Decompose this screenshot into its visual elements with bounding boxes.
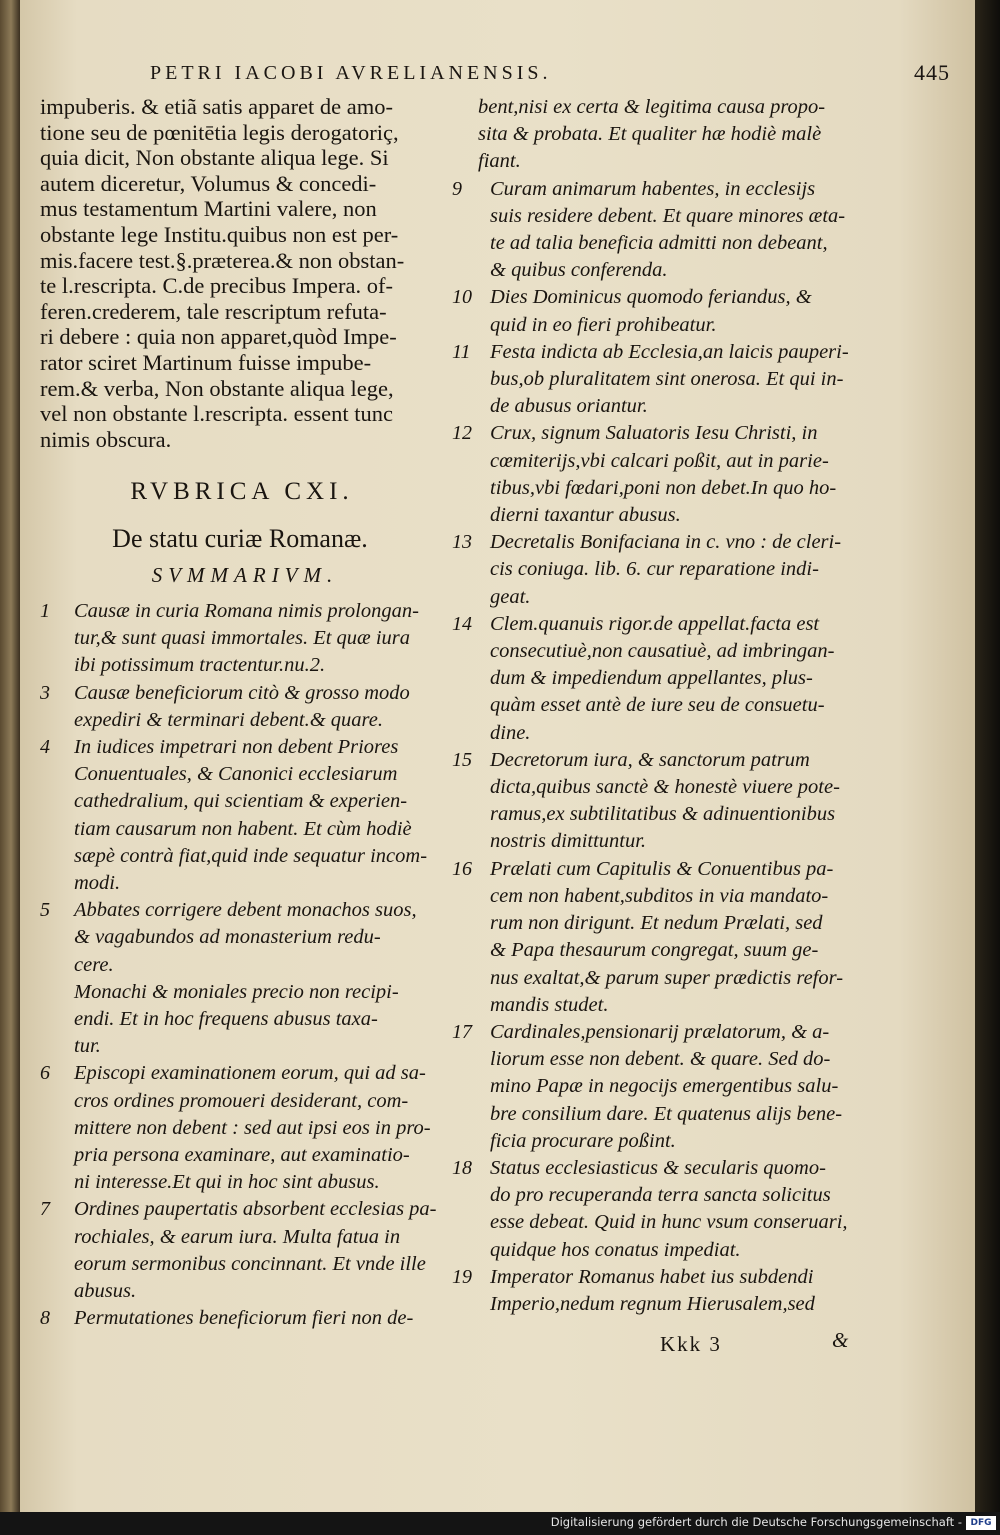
summary-entry: [40, 734, 440, 897]
entry-line: modi.: [74, 872, 121, 895]
signature-mark-area: [660, 1328, 860, 1362]
footer-credit: Digitalisierung gefördert durch die Deutsche Forschungsgemeinschaft -: [550, 1515, 962, 1529]
entry-line: mino Papæ in negocijs emergentibus salu-: [490, 1075, 839, 1098]
entry-line: cathedralium, qui scientiam & experien-: [74, 790, 408, 813]
entry-number: 6: [40, 1062, 50, 1085]
entry-line: tibus,vbi fœdari,poni non debet.In quo ho-: [490, 476, 837, 499]
body-line: impuberis. & etiã satis apparet de amo-: [40, 94, 394, 119]
entry-text: [490, 611, 882, 747]
entry-line: & Papa thesaurum congregat, suum ge-: [490, 939, 819, 962]
entry-line: cros ordines promoueri desiderant, com-: [74, 1089, 409, 1112]
catchword: &: [832, 1328, 849, 1352]
entry-line: consecutiuè,non causatiuè, ad imbringan-: [490, 640, 835, 663]
summary-entry: [452, 339, 882, 421]
entry-number: 17: [452, 1020, 472, 1043]
entry-line: Causæ in curia Romana nimis prolongan-: [74, 600, 419, 622]
entry-line: quid in eo fieri prohibeatur.: [490, 313, 717, 336]
entry-text: [74, 1060, 440, 1196]
entry-line: Ordines paupertatis absorbent ecclesias pa-: [74, 1198, 437, 1221]
summary-entry: [452, 1264, 882, 1318]
body-line: quia dicit, Non obstante aliqua lege. Si: [40, 145, 389, 171]
summary-entry: [452, 1019, 882, 1155]
body-line: mus testamentum Martini valere, non: [40, 196, 377, 222]
entry-number: 14: [452, 612, 472, 635]
entry-line: Episcopi examinationem eorum, qui ad sa-: [74, 1062, 426, 1085]
entry-line: mandis studet.: [490, 993, 609, 1016]
entry-line: tur.: [74, 1035, 101, 1058]
entry-text: [74, 680, 440, 734]
entry-line: do pro recuperanda terra sancta solicitus: [490, 1184, 831, 1207]
body-line: vel non obstante l.rescripta. essent tunc: [40, 401, 394, 427]
body-line: rator sciret Martinum fuisse impube-: [40, 349, 372, 375]
summary-entry: [452, 611, 882, 747]
body-line: feren.crederem, tale rescriptum refuta-: [40, 298, 387, 324]
entry-line: abusus.: [74, 1280, 137, 1303]
entry-text: [490, 1019, 882, 1155]
summary-entry: [40, 1196, 440, 1305]
entry-line: Conuentuales, & Canonici ecclesiarum: [74, 763, 398, 786]
entry-number: 7: [40, 1198, 50, 1221]
entry-text: [490, 856, 882, 1019]
entry-number: 9: [452, 177, 462, 200]
entry-line: & vagabundos ad monasterium redu-: [74, 926, 381, 949]
entry-line: nus exaltat,& parum super prædictis refor-: [490, 966, 844, 989]
entry-line: & quibus conferenda.: [490, 259, 668, 282]
body-line: obstante lege Institu.quibus non est per-: [40, 221, 399, 247]
entry-line: dierni taxantur abusus.: [490, 504, 681, 527]
entry-line: geat.: [490, 585, 531, 608]
summary-entry: [40, 897, 440, 1060]
entry-line: quàm esset antè de iure seu de consuetu-: [490, 694, 825, 717]
entry-line: Imperio,nedum regnum Hierusalem,sed: [490, 1292, 815, 1315]
entry-number: 4: [40, 736, 50, 759]
entry-number: 11: [452, 340, 471, 363]
entry-number: 15: [452, 748, 472, 771]
page-number: 445: [914, 60, 950, 85]
continuation-text: [478, 94, 882, 176]
entry-line: Curam animarum habentes, in ecclesijs: [490, 177, 816, 200]
entry-number: 18: [452, 1156, 472, 1179]
summary-list-left: [40, 598, 440, 1332]
entry-line: tur,& sunt quasi immortales. Et quæ iura: [74, 627, 411, 650]
entry-text: [74, 897, 440, 1060]
entry-line: esse debeat. Quid in hunc vsum conseruari,: [490, 1211, 848, 1234]
summary-entry: [452, 284, 882, 338]
entry-line: Causæ beneficiorum citò & grosso modo: [74, 681, 410, 704]
entry-line: Decretorum iura, & sanctorum patrum: [490, 748, 810, 771]
entry-number: 5: [40, 899, 50, 922]
body-line: mis.facere test.§.præterea.& non obstan-: [40, 247, 405, 273]
entry-line: Cardinales,pensionarij prælatorum, & a-: [490, 1020, 830, 1043]
entry-text: [74, 734, 440, 897]
summary-entry: [452, 747, 882, 856]
entry-line: sæpè contrà fiat,quid inde sequatur incom-: [74, 844, 428, 867]
entry-text: [74, 598, 440, 680]
entry-number: 12: [452, 422, 472, 445]
summarium-heading: SVMMARIVM.: [151, 563, 339, 587]
running-title: PETRI IACOBI AVRELIANENSIS.: [150, 62, 552, 84]
entry-line: rum non dirigunt. Et nedum Prælati, sed: [490, 912, 823, 935]
summary-list-right: [452, 94, 882, 1318]
entry-line: Clem.quanuis rigor.de appellat.facta est: [490, 612, 820, 635]
dfg-logo: DFG: [966, 1516, 996, 1530]
entry-text: [490, 284, 882, 338]
footer-bar: [0, 1512, 1000, 1535]
entry-line: tiam causarum non habent. Et cùm hodiè: [74, 817, 412, 840]
entry-number: 1: [40, 600, 50, 622]
entry-text: [74, 1196, 440, 1305]
entry-line: Decretalis Bonifaciana in c. vno : de cleri-: [490, 531, 842, 554]
entry-line: ramus,ex subtilitatibus & adinuentionibus: [490, 803, 836, 826]
entry-line: de abusus oriantur.: [490, 395, 648, 418]
entry-line: suis residere debent. Et quare minores æta-: [490, 204, 846, 227]
entry-line: Status ecclesiasticus & secularis quomo-: [490, 1156, 826, 1179]
summary-entry: [40, 1060, 440, 1196]
entry-line: dum & impediendum appellantes, plus-: [490, 667, 813, 690]
summary-entry: [40, 1305, 440, 1332]
body-line: nimis obscura.: [40, 426, 172, 452]
book-spine: [0, 0, 20, 1512]
entry-line: Permutationes beneficiorum fieri non de-: [74, 1307, 414, 1330]
entry-line: cere.: [74, 953, 114, 976]
entry-line: dicta,quibus sanctè & honestè viuere pote-: [490, 776, 840, 799]
entry-text: [74, 1305, 440, 1332]
entry-text: [490, 529, 882, 611]
body-line: te l.rescripta. C.de precibus Impera. of-: [40, 273, 393, 299]
entry-line: dine.: [490, 721, 531, 744]
rubric-heading: RVBRICA CXI.: [130, 478, 354, 505]
entry-line: Prælati cum Capitulis & Conuentibus pa-: [490, 857, 834, 880]
entry-line: cœmiterijs,vbi calcari poßit, aut in parie-: [490, 449, 829, 472]
entry-line: eorum sermonibus concinnant. Et vnde ille: [74, 1252, 426, 1275]
entry-line: ni interesse.Et qui in hoc sint abusus.: [74, 1171, 380, 1194]
entry-line: bre consilium dare. Et quatenus alijs bene-: [490, 1102, 843, 1125]
entry-line: Abbates corrigere debent monachos suos,: [74, 899, 417, 922]
body-line: rem.& verba, Non obstante aliqua lege,: [40, 375, 394, 401]
signature-mark: Kkk 3: [660, 1332, 722, 1356]
entry-line: bent,nisi ex certa & legitima causa propo-: [478, 96, 826, 118]
summary-entry: [40, 680, 440, 734]
entry-line: ibi potissimum tractentur.nu.2.: [74, 654, 326, 677]
running-head: [150, 62, 950, 92]
entry-line: cem non habent,subditos in via mandato-: [490, 884, 829, 907]
entry-line: liorum esse non debent. & quare. Sed do-: [490, 1048, 831, 1071]
entry-line: Imperator Romanus habet ius subdendi: [490, 1265, 814, 1288]
entry-line: Monachi & moniales precio non recipi-: [74, 980, 399, 1003]
entry-line: In iudices impetrari non debent Priores: [74, 736, 399, 759]
summary-entry: [452, 856, 882, 1019]
entry-line: Crux, signum Saluatoris Iesu Christi, in: [490, 422, 818, 445]
page-edge: [975, 0, 1000, 1512]
entry-number: 3: [40, 681, 50, 704]
entry-line: ficia procurare poßint.: [490, 1129, 676, 1152]
entry-line: rochiales, & earum iura. Multa fatua in: [74, 1225, 401, 1248]
entry-line: quidque hos conatus impediat.: [490, 1238, 741, 1261]
entry-line: pria persona examinare, aut examinatio-: [74, 1144, 410, 1167]
entry-line: Dies Dominicus quomodo feriandus, &: [490, 286, 812, 309]
entry-text: [490, 339, 882, 421]
entry-number: 19: [452, 1265, 472, 1288]
entry-line: fiant.: [478, 150, 521, 173]
entry-line: bus,ob pluralitatem sint onerosa. Et qui in-: [490, 368, 844, 391]
left-body-text: [40, 94, 440, 452]
entry-line: nostris dimittuntur.: [490, 830, 647, 853]
entry-line: mittere non debent : sed aut ipsi eos in pro-: [74, 1116, 431, 1139]
entry-text: [490, 747, 882, 856]
entry-line: endi. Et in hoc frequens abusus taxa-: [74, 1008, 378, 1031]
entry-line: cis coniuga. lib. 6. cur reparatione indi-: [490, 558, 819, 581]
summary-entry: [40, 598, 440, 680]
summary-entry: [452, 529, 882, 611]
entry-line: te ad talia beneficia admitti non debeant,: [490, 232, 828, 255]
entry-number: 16: [452, 857, 472, 880]
entry-line: sita & probata. Et qualiter hæ hodiè malè: [478, 123, 822, 146]
body-line: ri debere : quia non apparet,quòd Impe-: [40, 324, 397, 350]
summary-entry: [452, 420, 882, 529]
entry-number: 8: [40, 1307, 50, 1330]
entry-text: [490, 420, 882, 529]
summary-entry: [452, 1155, 882, 1264]
entry-number: 13: [452, 531, 472, 554]
summary-entry-continuation: [452, 94, 882, 176]
rubric-subtitle: De statu curiæ Romanæ.: [112, 524, 368, 553]
entry-text: [490, 1264, 882, 1318]
entry-text: [490, 1155, 882, 1264]
body-line: autem diceretur, Volumus & concedi-: [40, 170, 377, 196]
entry-line: Festa indicta ab Ecclesia,an laicis pauperi-: [490, 340, 849, 363]
entry-number: 10: [452, 286, 472, 309]
summary-entry: [452, 176, 882, 285]
entry-text: [490, 176, 882, 285]
body-line: tione seu de pœnitētia legis derogatoriç,: [40, 119, 399, 145]
entry-line: expediri & terminari debent.& quare.: [74, 708, 383, 731]
